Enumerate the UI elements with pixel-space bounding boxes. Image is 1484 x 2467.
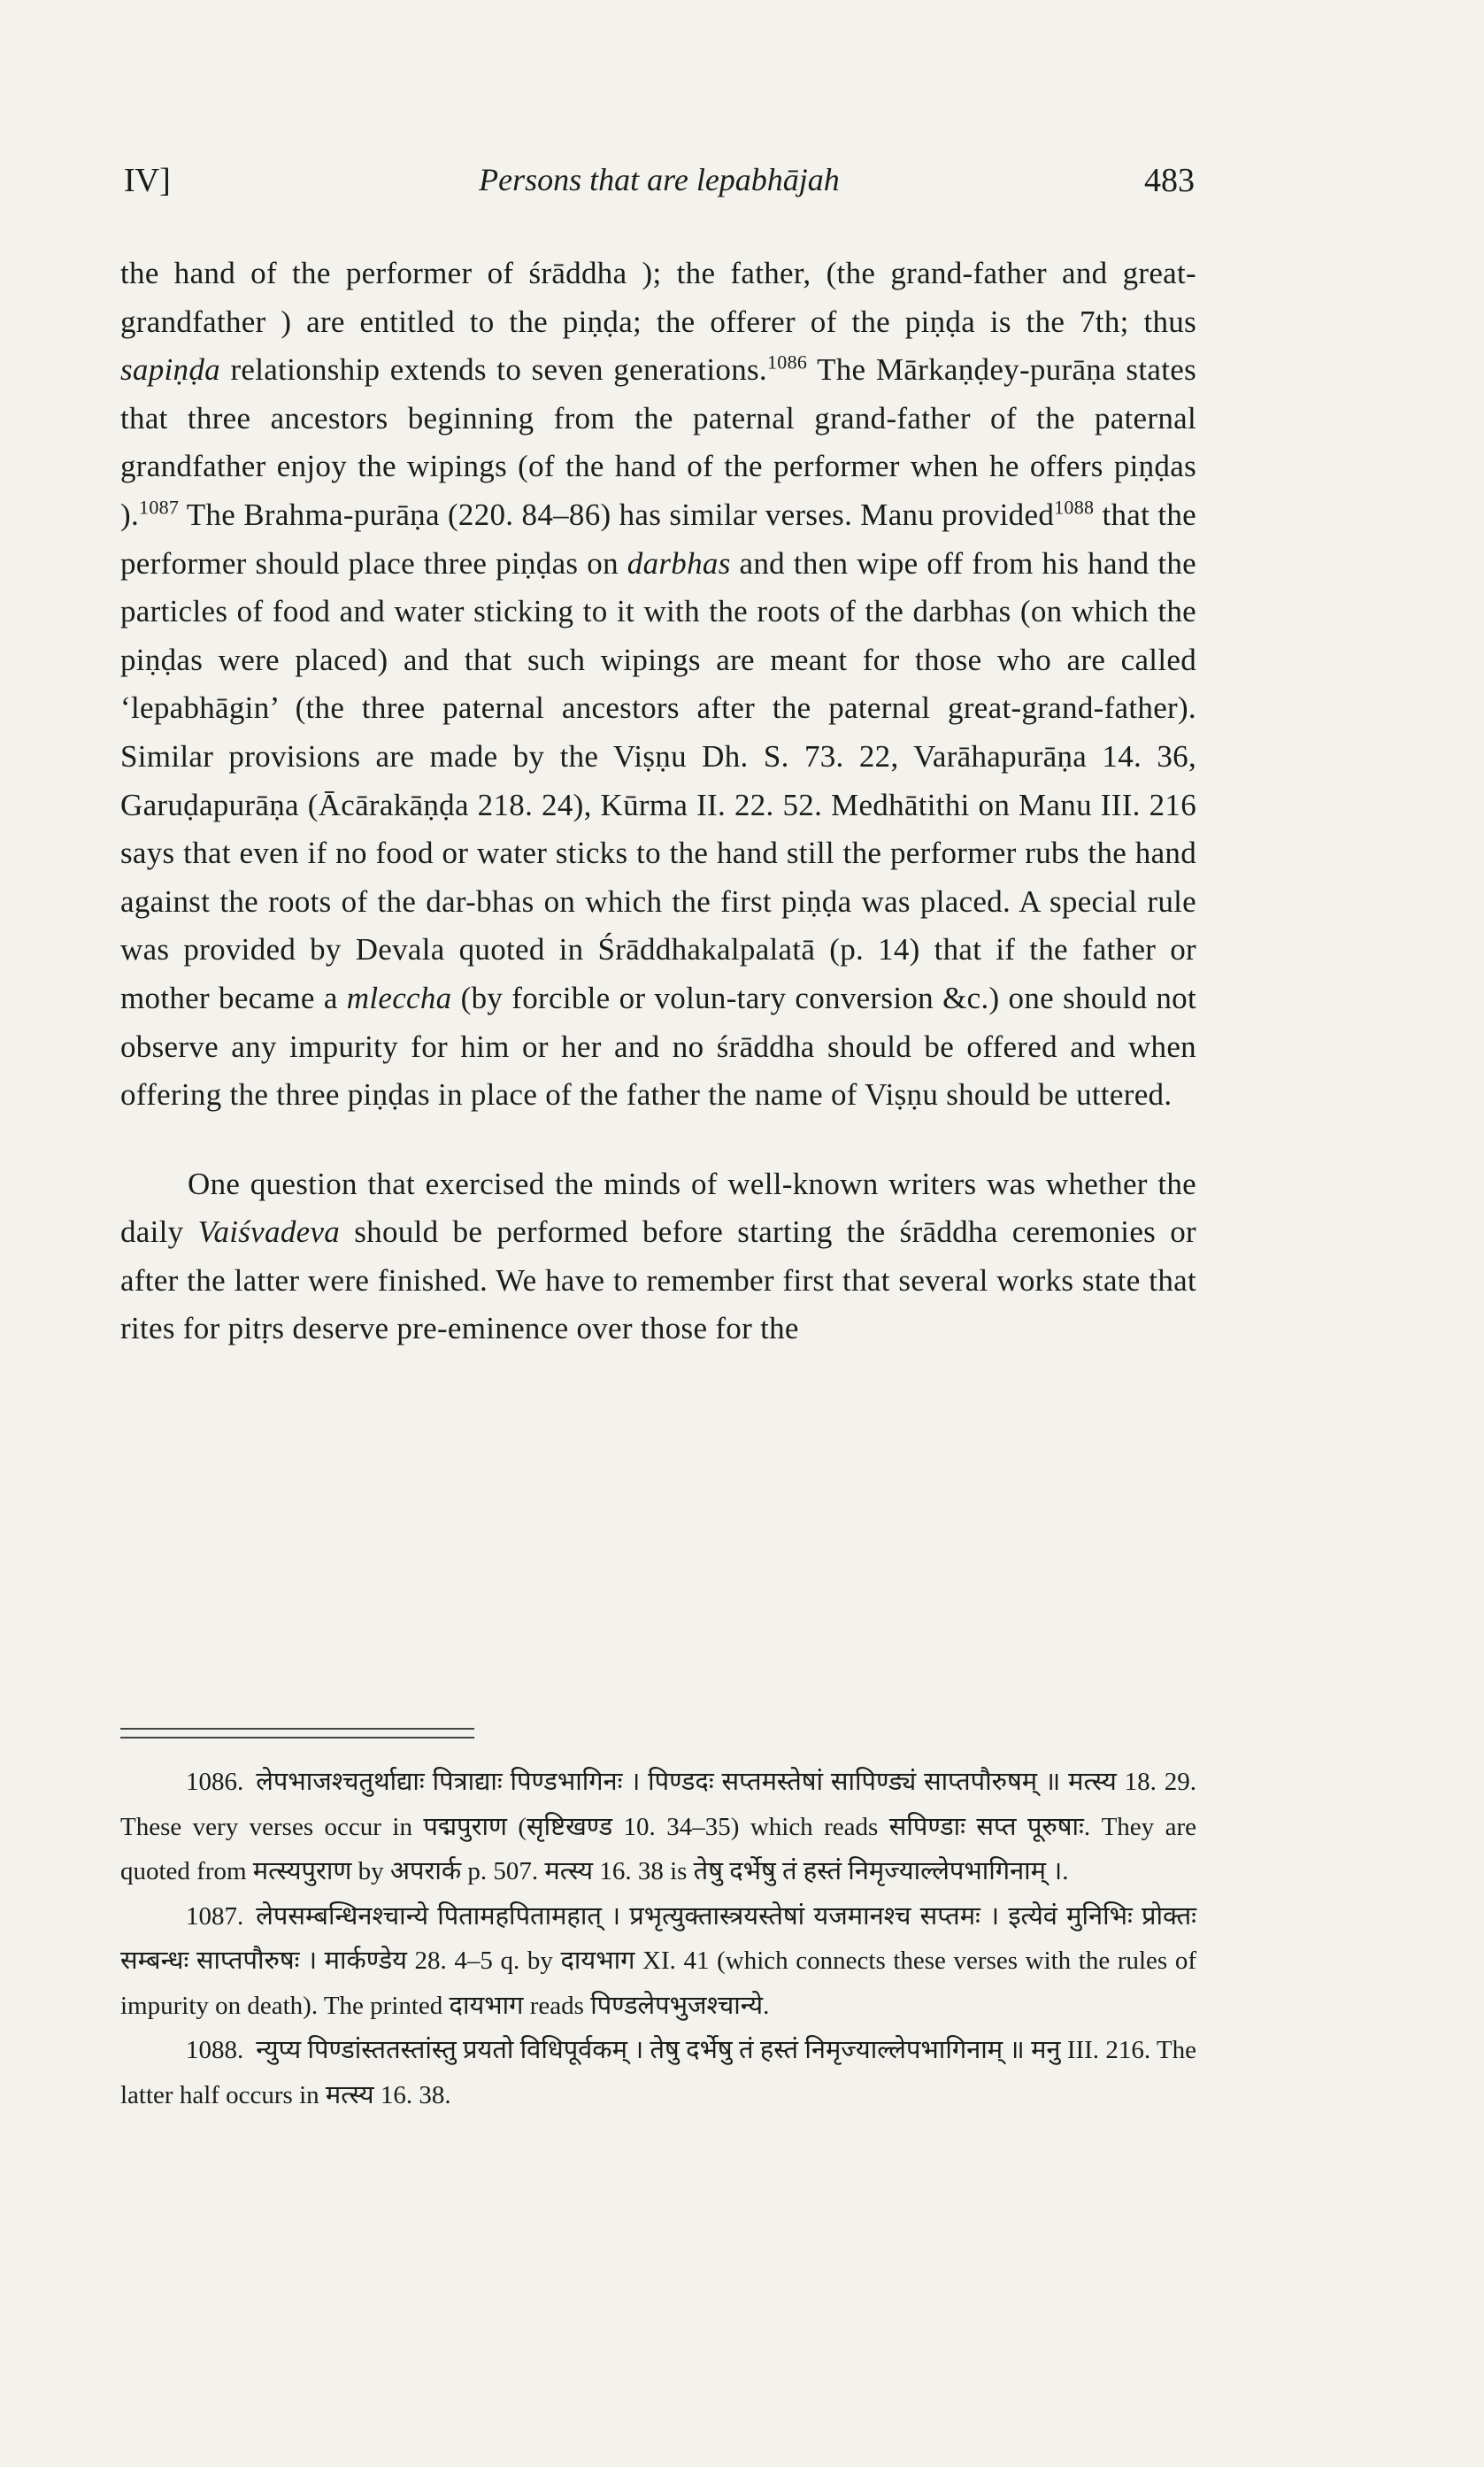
italic-term: Vaiśvadeva — [197, 1214, 341, 1250]
text-span: and then wipe off from his hand the particles of food and water sticking to it with the roots of the darbhas (on which the piṇḍas were placed) and that such wipings are meant for those who are called ‘lepabhāgin’ (the three paternal ancestors after the paternal great-grand-father). Similar provisions are made by the Viṣṇu Dh. S. 73. 22, Varāhapurāṇa 14. 36, Garuḍapurāṇa (Ācārakāṇḍa 218. 24), Kūrma II. 22. 52. Medhātithi on Manu III. 216 says that even if no food or water sticks to the hand still the performer rubs the hand against the roots of the dar-bhas on which the first piṇḍa was placed. A special rule was provided by Devala quoted in Śrāddhakalpalatā (p. 14) that if the father or mother became a — [120, 545, 1196, 1015]
text-span: (by forcible or volun-tary conversion &c.) one should not observe any impurity for him or her and no śrāddha should be offered and when offering the three piṇḍas in place of the father the name of Viṣṇu should be uttered. — [120, 980, 1196, 1113]
main-text — [120, 250, 1196, 1353]
footnote-ref-1087: 1087 — [139, 496, 180, 519]
footnote-text: लेपभाजश्चतुर्थाद्याः पित्राद्याः पिण्डभागिनः । पिण्डदः सप्तमस्तेषां सापिण्ड्यं साप्तपौरुषम् ॥ मत्स्य 18. 29. These very verses occur in पद्मपुराण (सृष्टिखण्ड 10. 34–35) which reads सपिण्डाः सप्त पूरुषाः. They are quoted from मत्स्यपुराण by अपरार्क p. 507. मत्स्य 16. 38 is तेषु दर्भेषु तं हस्तं निमृज्याल्लेपभागिनाम् ।. — [120, 1768, 1196, 1885]
footnote-1087 — [120, 1894, 1196, 2029]
running-title: Persons that are lepabhājah — [479, 162, 840, 197]
italic-term: mleccha — [346, 980, 452, 1015]
text-span: the hand of the performer of śrāddha ); the father, (the grand-father and great-grandfather ) are entitled to the piṇḍa; the offerer of the piṇḍa is the 7th; thus — [120, 256, 1196, 339]
page-header — [124, 161, 1195, 205]
text-span: The Mārkaṇḍey-purāṇa states that three ancestors beginning from the paternal grand-father of the paternal grandfather enjoy the wipings (of the hand of the performer when he offers piṇḍas ). — [120, 352, 1196, 532]
italic-term: sapiṇḍa — [120, 352, 220, 388]
footnote-text: न्युप्य पिण्डांस्ततस्तांस्तु प्रयतो विधिपूर्वकम् । तेषु दर्भेषु तं हस्तं निमृज्याल्लेपभागिनाम् ॥ मनु III. 216. The latter half occurs in मत्स्य 16. 38. — [120, 2036, 1196, 2109]
footnote-ref-1086: 1086 — [767, 351, 808, 374]
chapter-number: IV] — [124, 162, 171, 199]
text-span: that the performer should place three piṇḍas on — [120, 497, 1196, 581]
footnote-1086 — [120, 1760, 1196, 1894]
footnote-1088 — [120, 2028, 1196, 2117]
text-span: should be performed before starting the śrāddha ceremonies or after the latter were finished. We have to remember first that several works state that rites for pitṛs deserve pre-eminence over those for the — [120, 1214, 1196, 1346]
text-span: relationship extends to seven generations. — [219, 352, 767, 388]
footnote-number: 1088. — [186, 2036, 244, 2064]
footnote-ref-1088: 1088 — [1054, 496, 1095, 519]
italic-term: darbhas — [627, 545, 731, 581]
paragraph-2 — [120, 1160, 1196, 1353]
page-number: 483 — [1144, 162, 1195, 199]
footnote-number: 1087. — [186, 1901, 244, 1931]
footnotes — [120, 1760, 1196, 2117]
text-span: The Brahma-purāṇa (220. 84–86) has similar verses. Manu provided — [179, 497, 1055, 532]
footnote-separator — [120, 1728, 474, 1738]
text-span: One question that exercised the minds of well-known writers was whether the daily — [120, 1166, 1196, 1250]
paragraph-1 — [120, 250, 1196, 1120]
footnote-text: लेपसम्बन्धिनश्चान्ये पितामहपितामहात् । प्रभृत्युक्तास्त्रयस्तेषां यजमानश्च सप्तमः । इत्येवं मुनिभिः प्रोक्तः सम्बन्धः साप्तपौरुषः । मार्कण्डेय 28. 4–5 q. by दायभाग XI. 41 (which connects these verses with the rules of impurity on death). The printed दायभाग reads पिण्डलेपभुजश्चान्ये. — [120, 1901, 1196, 2020]
footnote-number: 1086. — [186, 1768, 244, 1796]
